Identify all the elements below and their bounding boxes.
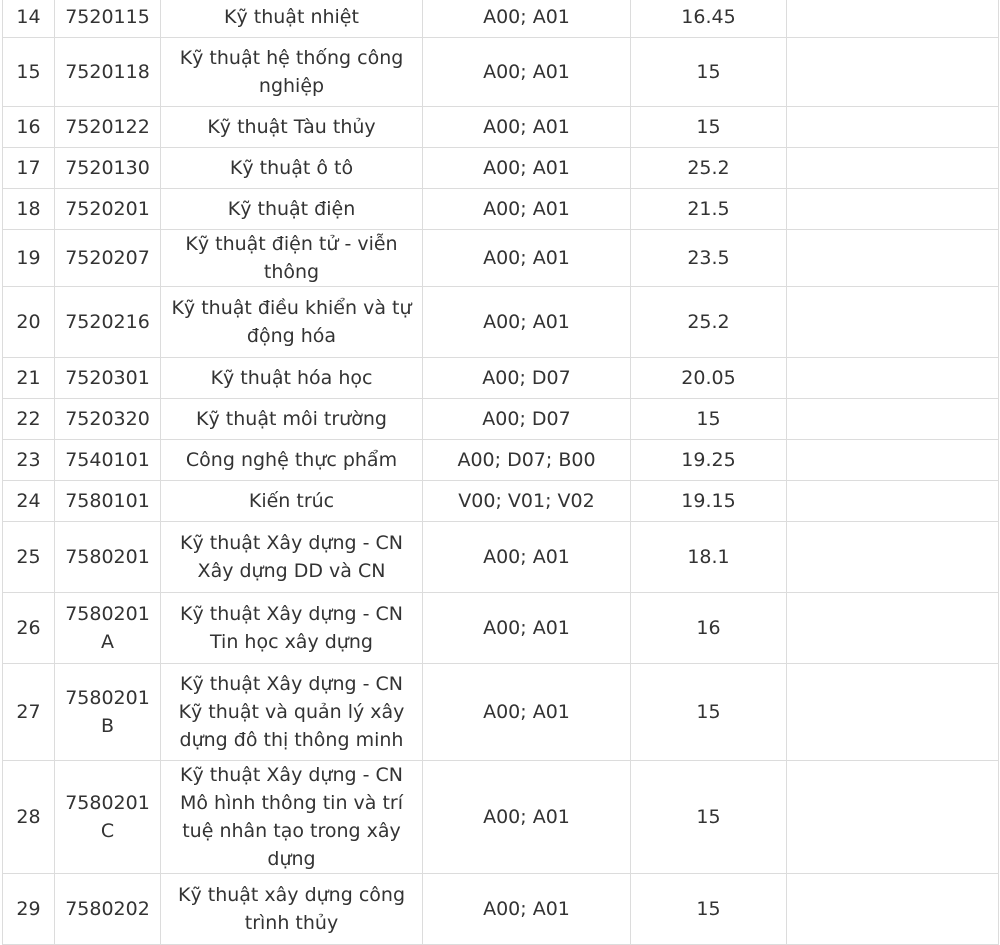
note-cell xyxy=(787,107,999,148)
admission-scores-table xyxy=(2,0,999,945)
row-number: 19 xyxy=(3,230,55,287)
row-number: 29 xyxy=(3,874,55,945)
major-code: 7520122 xyxy=(55,107,161,148)
table-row xyxy=(3,664,999,761)
major-code: 7520130 xyxy=(55,148,161,189)
subject-combination: A00; D07 xyxy=(423,358,631,399)
major-name: Kỹ thuật hệ thống công nghiệp xyxy=(161,38,423,107)
admission-score: 16.45 xyxy=(631,0,787,38)
note-cell xyxy=(787,0,999,38)
major-name: Kỹ thuật Xây dựng - CN Xây dựng DD và CN xyxy=(161,522,423,593)
table-row xyxy=(3,0,999,38)
table-row xyxy=(3,148,999,189)
major-code: 7520115 xyxy=(55,0,161,38)
subject-combination: A00; A01 xyxy=(423,230,631,287)
table-row xyxy=(3,522,999,593)
admission-score: 19.15 xyxy=(631,481,787,522)
row-number: 25 xyxy=(3,522,55,593)
major-name: Kỹ thuật Xây dựng - CN Tin học xây dựng xyxy=(161,593,423,664)
note-cell xyxy=(787,481,999,522)
major-code: 7520320 xyxy=(55,399,161,440)
note-cell xyxy=(787,148,999,189)
table-row xyxy=(3,481,999,522)
table-row xyxy=(3,38,999,107)
major-name: Kỹ thuật Tàu thủy xyxy=(161,107,423,148)
note-cell xyxy=(787,664,999,761)
major-code: 7580201 xyxy=(55,522,161,593)
major-code: 7540101 xyxy=(55,440,161,481)
admission-score: 16 xyxy=(631,593,787,664)
major-code: 7580201A xyxy=(55,593,161,664)
major-code: 7520207 xyxy=(55,230,161,287)
major-name: Kỹ thuật Xây dựng - CN Mô hình thông tin và trí tuệ nhân tạo trong xây dựng xyxy=(161,761,423,874)
subject-combination: V00; V01; V02 xyxy=(423,481,631,522)
subject-combination: A00; A01 xyxy=(423,107,631,148)
note-cell xyxy=(787,593,999,664)
row-number: 18 xyxy=(3,189,55,230)
row-number: 16 xyxy=(3,107,55,148)
note-cell xyxy=(787,874,999,945)
admission-score: 20.05 xyxy=(631,358,787,399)
major-name: Kỹ thuật ô tô xyxy=(161,148,423,189)
admission-score: 25.2 xyxy=(631,287,787,358)
note-cell xyxy=(787,287,999,358)
table-row xyxy=(3,399,999,440)
subject-combination: A00; D07; B00 xyxy=(423,440,631,481)
major-name: Kỹ thuật môi trường xyxy=(161,399,423,440)
major-name: Kỹ thuật nhiệt xyxy=(161,0,423,38)
major-code: 7580101 xyxy=(55,481,161,522)
note-cell xyxy=(787,358,999,399)
table-row xyxy=(3,107,999,148)
table-row xyxy=(3,358,999,399)
major-name: Kỹ thuật điện xyxy=(161,189,423,230)
row-number: 20 xyxy=(3,287,55,358)
row-number: 27 xyxy=(3,664,55,761)
major-code: 7520118 xyxy=(55,38,161,107)
note-cell xyxy=(787,189,999,230)
admission-score: 15 xyxy=(631,874,787,945)
admission-score: 15 xyxy=(631,664,787,761)
major-name: Kỹ thuật hóa học xyxy=(161,358,423,399)
major-code: 7520301 xyxy=(55,358,161,399)
row-number: 21 xyxy=(3,358,55,399)
admission-score: 15 xyxy=(631,107,787,148)
admission-score: 23.5 xyxy=(631,230,787,287)
admission-score: 15 xyxy=(631,38,787,107)
major-code: 7580201C xyxy=(55,761,161,874)
major-code: 7520216 xyxy=(55,287,161,358)
subject-combination: A00; A01 xyxy=(423,287,631,358)
subject-combination: A00; A01 xyxy=(423,664,631,761)
row-number: 26 xyxy=(3,593,55,664)
major-name: Công nghệ thực phẩm xyxy=(161,440,423,481)
subject-combination: A00; A01 xyxy=(423,0,631,38)
note-cell xyxy=(787,399,999,440)
subject-combination: A00; D07 xyxy=(423,399,631,440)
subject-combination: A00; A01 xyxy=(423,874,631,945)
row-number: 23 xyxy=(3,440,55,481)
table-row xyxy=(3,189,999,230)
subject-combination: A00; A01 xyxy=(423,593,631,664)
note-cell xyxy=(787,761,999,874)
note-cell xyxy=(787,38,999,107)
note-cell xyxy=(787,230,999,287)
major-code: 7520201 xyxy=(55,189,161,230)
row-number: 15 xyxy=(3,38,55,107)
subject-combination: A00; A01 xyxy=(423,761,631,874)
row-number: 24 xyxy=(3,481,55,522)
note-cell xyxy=(787,440,999,481)
major-name: Kiến trúc xyxy=(161,481,423,522)
admission-score: 25.2 xyxy=(631,148,787,189)
table-row xyxy=(3,874,999,945)
admission-score: 21.5 xyxy=(631,189,787,230)
major-name: Kỹ thuật điện tử - viễn thông xyxy=(161,230,423,287)
major-name: Kỹ thuật Xây dựng - CN Kỹ thuật và quản lý xây dựng đô thị thông minh xyxy=(161,664,423,761)
major-code: 7580201B xyxy=(55,664,161,761)
admission-score: 18.1 xyxy=(631,522,787,593)
admission-score: 19.25 xyxy=(631,440,787,481)
table-row xyxy=(3,761,999,874)
table-row xyxy=(3,287,999,358)
row-number: 28 xyxy=(3,761,55,874)
major-name: Kỹ thuật điều khiển và tự động hóa xyxy=(161,287,423,358)
major-code: 7580202 xyxy=(55,874,161,945)
table-row xyxy=(3,230,999,287)
admission-score: 15 xyxy=(631,399,787,440)
table-row xyxy=(3,593,999,664)
row-number: 22 xyxy=(3,399,55,440)
major-name: Kỹ thuật xây dựng công trình thủy xyxy=(161,874,423,945)
subject-combination: A00; A01 xyxy=(423,38,631,107)
note-cell xyxy=(787,522,999,593)
subject-combination: A00; A01 xyxy=(423,189,631,230)
subject-combination: A00; A01 xyxy=(423,522,631,593)
row-number: 17 xyxy=(3,148,55,189)
subject-combination: A00; A01 xyxy=(423,148,631,189)
row-number: 14 xyxy=(3,0,55,38)
admission-score: 15 xyxy=(631,761,787,874)
table-row xyxy=(3,440,999,481)
